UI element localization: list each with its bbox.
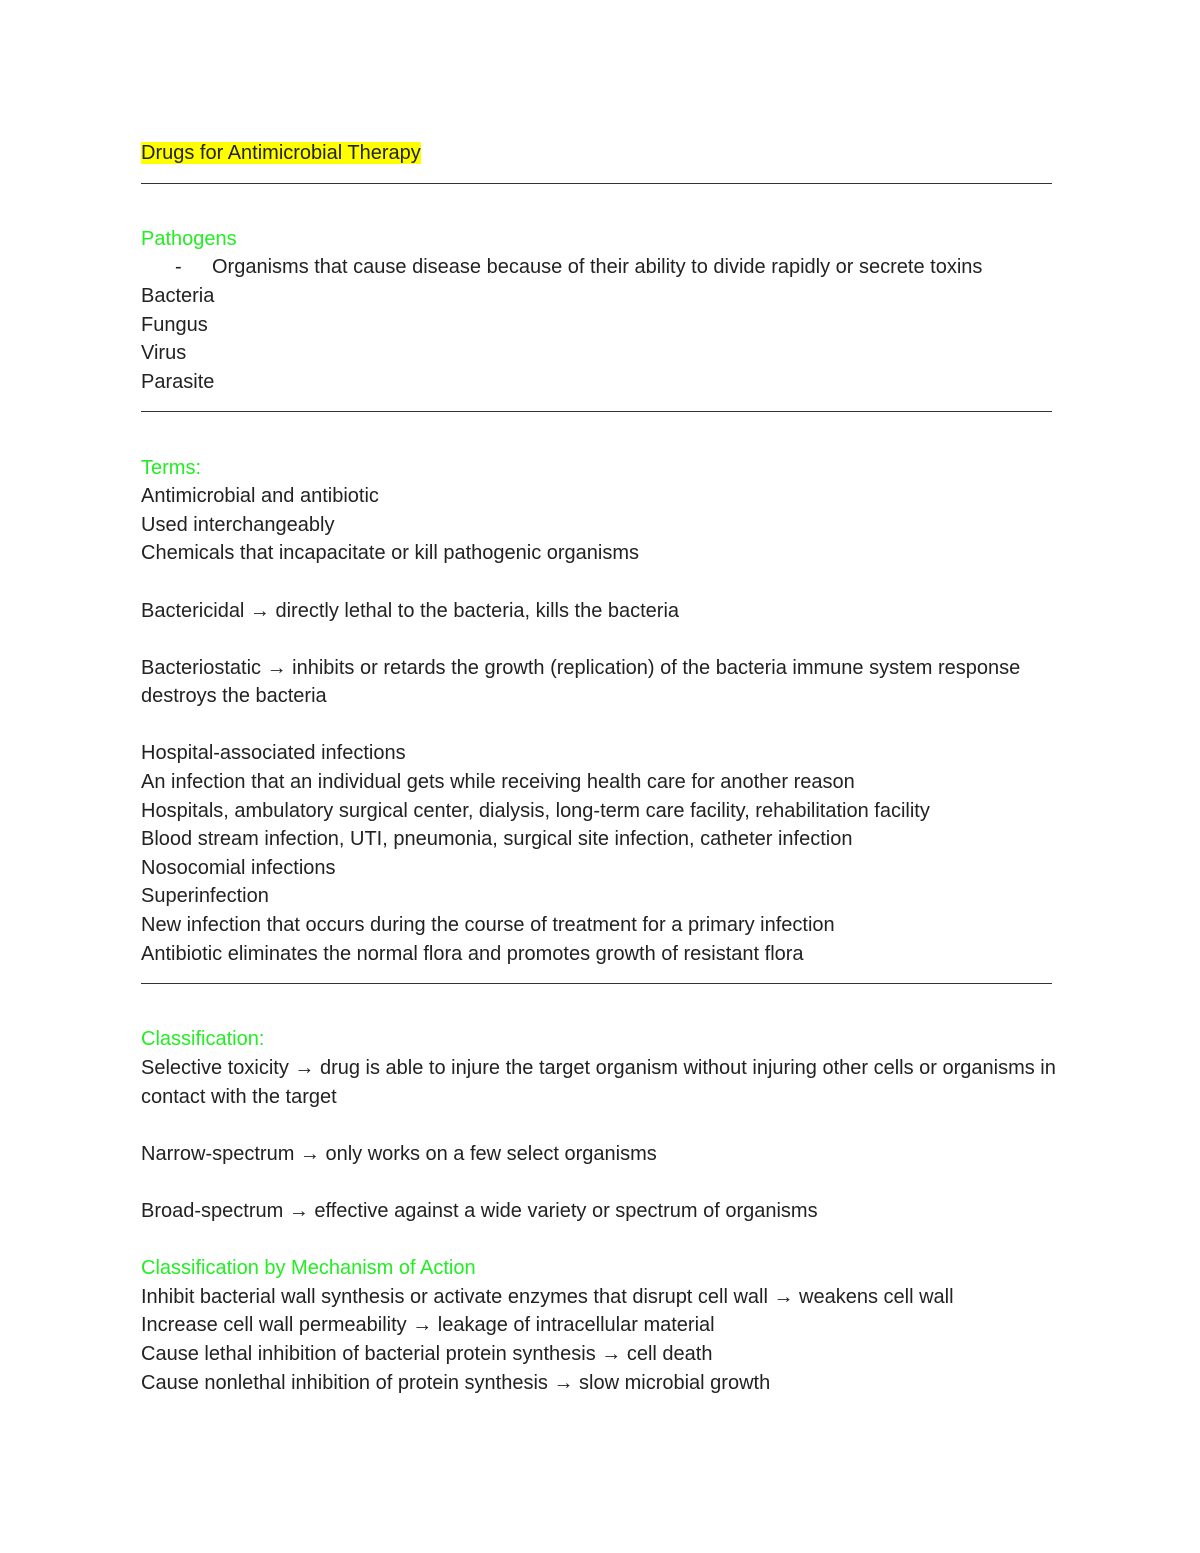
mechanism-item: Increase cell wall permeability → leakage of intracellular material: [141, 1314, 715, 1337]
terms-line: New infection that occurs during the course of treatment for a primary infection: [141, 914, 835, 937]
separator-line: [141, 396, 1061, 425]
mechanism-item: Cause lethal inhibition of bacterial protein synthesis → cell death: [141, 1342, 713, 1365]
pathogens-heading: Pathogens: [141, 227, 237, 250]
mechanism-item: Cause nonlethal inhibition of protein synthesis → slow microbial growth: [141, 1371, 771, 1394]
document-page: [141, 139, 1061, 1397]
pathogen-item: Virus: [141, 342, 187, 365]
terms-line: Nosocomial infections: [141, 856, 336, 879]
pathogens-bullet: [141, 253, 1061, 282]
terms-line: Antimicrobial and antibiotic: [141, 485, 379, 508]
terms-line: Used interchangeably: [141, 513, 335, 536]
terms-line: Antibiotic eliminates the normal flora and promotes growth of resistant flora: [141, 942, 804, 965]
terms-heading: Terms:: [141, 456, 201, 479]
mechanism-heading: Classification by Mechanism of Action: [141, 1257, 476, 1280]
terms-line: Chemicals that incapacitate or kill pathogenic organisms: [141, 542, 640, 565]
separator-line: [141, 168, 1061, 197]
terms-line: Blood stream infection, UTI, pneumonia, surgical site infection, catheter infection: [141, 828, 853, 851]
terms-line: Hospitals, ambulatory surgical center, dialysis, long-term care facility, rehabilitation facility: [141, 799, 930, 822]
pathogen-item: Bacteria: [141, 284, 215, 307]
terms-line: An infection that an individual gets while receiving health care for another reason: [141, 771, 855, 794]
document-title: Drugs for Antimicrobial Therapy: [141, 142, 421, 164]
classification-heading: Classification:: [141, 1028, 265, 1051]
selective-toxicity-definition: Selective toxicity → drug is able to injure the target organism without injuring other cells or organisms in contact with the target: [141, 1057, 1056, 1108]
title-line: [141, 139, 1061, 168]
dash-bullet-icon: -: [175, 256, 182, 279]
bacteriostatic-definition: Bacteriostatic → inhibits or retards the growth (replication) of the bacteria immune system response destroys the bacteria: [141, 656, 1021, 708]
terms-line: Hospital-associated infections: [141, 742, 406, 765]
broad-spectrum-definition: Broad-spectrum → effective against a wide variety or spectrum of organisms: [141, 1199, 818, 1222]
terms-line: Superinfection: [141, 885, 269, 908]
mechanism-item: Inhibit bacterial wall synthesis or activate enzymes that disrupt cell wall → weakens cell wall: [141, 1285, 954, 1308]
narrow-spectrum-definition: Narrow-spectrum → only works on a few select organisms: [141, 1142, 657, 1165]
pathogen-item: Fungus: [141, 313, 208, 336]
pathogen-item: Parasite: [141, 370, 215, 393]
pathogens-bullet-text: Organisms that cause disease because of their ability to divide rapidly or secrete toxins: [212, 256, 983, 279]
separator-line: [141, 968, 1061, 997]
bactericidal-definition: Bactericidal → directly lethal to the bacteria, kills the bacteria: [141, 599, 680, 622]
